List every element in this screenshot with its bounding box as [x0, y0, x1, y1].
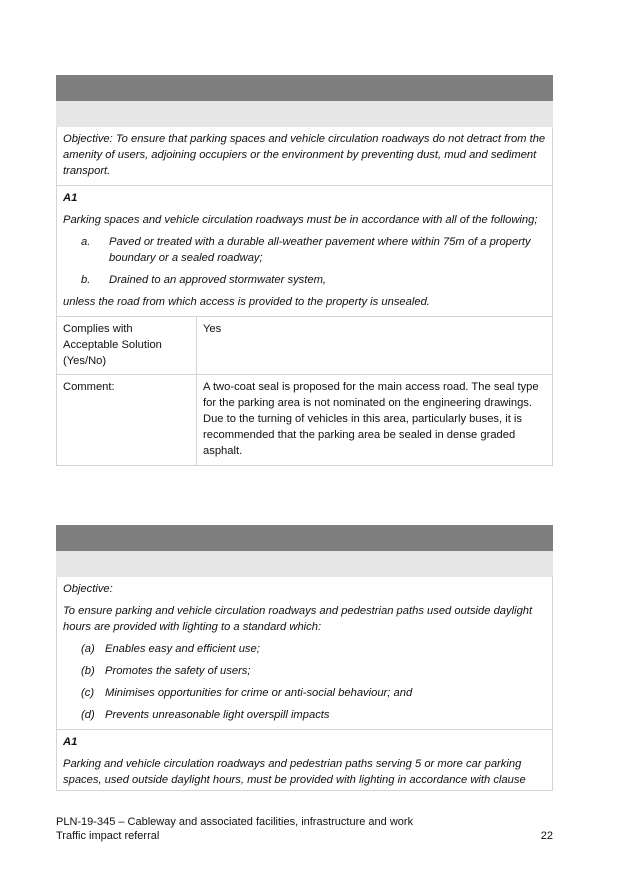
acceptable-solution-cell: [56, 730, 553, 791]
list-text: Drained to an approved stormwater system,: [109, 274, 327, 286]
list-text: Enables easy and efficient use;: [105, 643, 260, 655]
section-parking-surface: [56, 75, 553, 466]
a1-label: A1: [63, 192, 78, 204]
objective-label: Objective:: [63, 583, 113, 595]
acceptable-solution-cell: [56, 186, 553, 317]
a1-label: A1: [63, 736, 78, 748]
list-marker: (d): [81, 709, 95, 721]
list-marker: (c): [81, 687, 95, 699]
table-header-bar: [56, 75, 553, 101]
list-item: [63, 641, 546, 657]
page-footer: [56, 815, 553, 843]
list-text: Paved or treated with a durable all-weather pavement where within 75m of a property boundary or a sealed roadway;: [109, 236, 531, 264]
comment-value: A two-coat seal is proposed for the main access road. The seal type for the parking area is not nominated on the engineering drawings. Due to the turning of vehicles in this area, particularly buses, it is recommended that the parking area be sealed in dense graded asphalt.: [203, 381, 539, 457]
list-marker: a.: [81, 236, 91, 248]
list-text: Minimises opportunities for crime or anti-social behaviour; and: [105, 687, 413, 699]
a1-tail: unless the road from which access is provided to the property is unsealed.: [63, 296, 430, 308]
list-text: Prevents unreasonable light overspill impacts: [105, 709, 330, 721]
list-item: [63, 663, 546, 679]
table-subheader-bar: [56, 101, 553, 127]
comment-row: [56, 375, 553, 466]
list-item: [63, 707, 546, 723]
page-number: 22: [540, 830, 553, 842]
objective-text: Objective: To ensure that parking spaces and vehicle circulation roadways do not detract from the amenity of users, adjoining occupiers or the environment by preventing dust, mud and sediment transport.: [63, 133, 546, 177]
list-item: [63, 272, 546, 288]
section-lighting: [56, 525, 553, 791]
list-marker: (b): [81, 665, 95, 677]
table-subheader-bar: [56, 551, 553, 577]
list-text: Promotes the safety of users;: [105, 665, 251, 677]
complies-row: [56, 317, 553, 375]
complies-value: Yes: [203, 323, 222, 335]
footer-document-title: PLN-19-345 – Cableway and associated facilities, infrastructure and work: [56, 816, 414, 828]
complies-label: Complies with Acceptable Solution (Yes/No): [57, 317, 197, 374]
objective-cell: [56, 577, 553, 730]
a1-text: Parking and vehicle circulation roadways and pedestrian paths serving 5 or more car parking spaces, used outside daylight hours, must be provided with lighting in accordance with clause: [63, 758, 526, 786]
a1-intro: Parking spaces and vehicle circulation roadways must be in accordance with all of the following;: [63, 214, 538, 226]
list-item: [63, 685, 546, 701]
footer-subtitle: Traffic impact referral: [56, 830, 160, 842]
objective-text: To ensure parking and vehicle circulation roadways and pedestrian paths used outside daylight hours are provided with lighting to a standard which:: [63, 605, 533, 633]
list-marker: (a): [81, 643, 95, 655]
objective-cell: [56, 127, 553, 186]
table-header-bar: [56, 525, 553, 551]
list-item: [63, 234, 546, 266]
list-marker: b.: [81, 274, 91, 286]
comment-label: Comment:: [57, 375, 197, 465]
